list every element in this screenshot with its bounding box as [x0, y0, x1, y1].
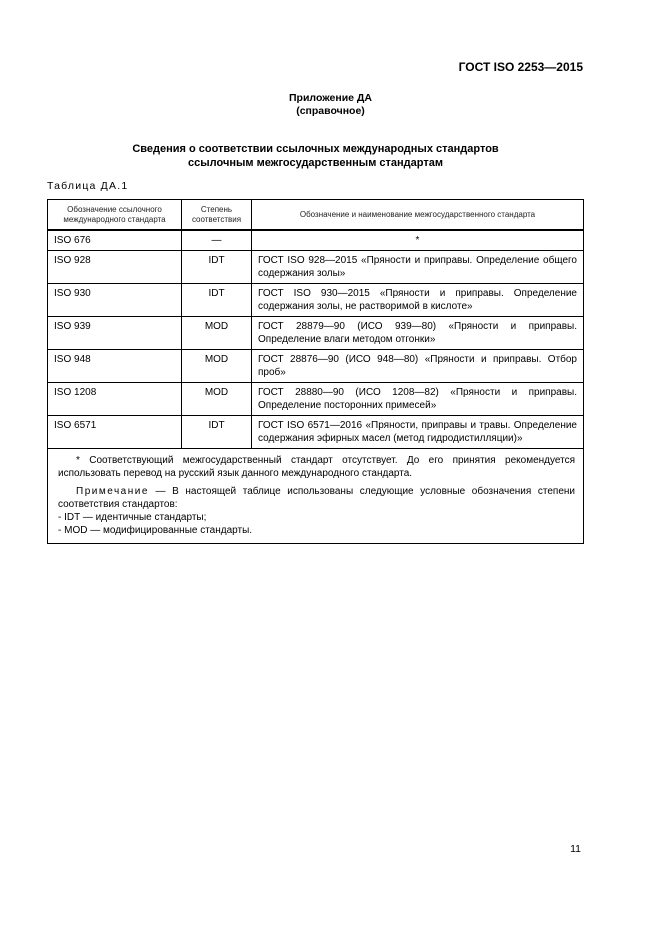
note [58, 485, 575, 511]
cell-gost: * [252, 230, 584, 251]
cell-degree: MOD [182, 317, 252, 350]
section-title [0, 142, 631, 170]
section-title-line1: Сведения о соответствии ссылочных международных стандартов [132, 143, 499, 155]
cell-gost: ГОСТ ISO 928—2015 «Пряности и приправы. Определение общего содержания золы» [252, 251, 584, 284]
correspondence-table [47, 199, 584, 544]
cell-intl: ISO 948 [48, 350, 182, 383]
cell-degree: IDT [182, 251, 252, 284]
table-row [48, 284, 584, 317]
cell-degree: IDT [182, 284, 252, 317]
table-caption: Таблица ДА.1 [47, 180, 129, 192]
header-intl-standard: Обозначение ссылочного международного стандарта [48, 200, 182, 231]
cell-gost: ГОСТ 28880—90 (ИСО 1208—82) «Пряности и приправы. Определение посторонних примесей» [252, 383, 584, 416]
header-gost-standard: Обозначение и наименование межгосударственного стандарта [252, 200, 584, 231]
cell-gost: ГОСТ 28879—90 (ИСО 939—80) «Пряности и приправы. Определение влаги методом отгонки» [252, 317, 584, 350]
footnote: * Соответствующий межгосударственный стандарт отсутствует. До его принятия рекомендуется использовать перевод на русский язык данного международного стандарта. [58, 455, 575, 479]
page-number: 11 [570, 843, 581, 855]
cell-intl: ISO 939 [48, 317, 182, 350]
cell-gost: ГОСТ 28876—90 (ИСО 948—80) «Пряности и приправы. Отбор проб» [252, 350, 584, 383]
note-item-idt: - IDT — идентичные стандарты; [58, 512, 207, 523]
table-row [48, 251, 584, 284]
cell-intl: ISO 1208 [48, 383, 182, 416]
note-item-mod: - MOD — модифицированные стандарты. [58, 525, 253, 536]
appendix-heading [0, 92, 661, 118]
note-label: Примечание [76, 486, 149, 497]
table-header-row [48, 200, 584, 231]
note-text: — В настоящей таблице использованы следующие условные обозначения степени соответствия стандартов: [58, 486, 575, 510]
table-row [48, 230, 584, 251]
cell-gost: ГОСТ ISO 6571—2016 «Пряности, приправы и травы. Определение содержания эфирных масел (метод гидродистилляции)» [252, 416, 584, 449]
cell-degree: MOD [182, 383, 252, 416]
table-row [48, 350, 584, 383]
cell-intl: ISO 6571 [48, 416, 182, 449]
appendix-title: Приложение ДА [289, 92, 372, 104]
cell-degree: IDT [182, 416, 252, 449]
appendix-subtitle: (справочное) [296, 105, 365, 117]
cell-degree: MOD [182, 350, 252, 383]
cell-intl: ISO 930 [48, 284, 182, 317]
cell-degree: — [182, 230, 252, 251]
header-degree: Степень соответствия [182, 200, 252, 231]
cell-gost: ГОСТ ISO 930—2015 «Пряности и приправы. Определение содержания золы, не растворимой в кислоте» [252, 284, 584, 317]
section-title-line2: ссылочным межгосударственным стандартам [188, 157, 443, 169]
cell-intl: ISO 928 [48, 251, 182, 284]
table-row [48, 383, 584, 416]
table-row [48, 317, 584, 350]
table-row [48, 416, 584, 449]
table-notes-row [48, 449, 584, 544]
document-code: ГОСТ ISO 2253—2015 [458, 60, 583, 74]
cell-intl: ISO 676 [48, 230, 182, 251]
table-notes [48, 449, 584, 544]
